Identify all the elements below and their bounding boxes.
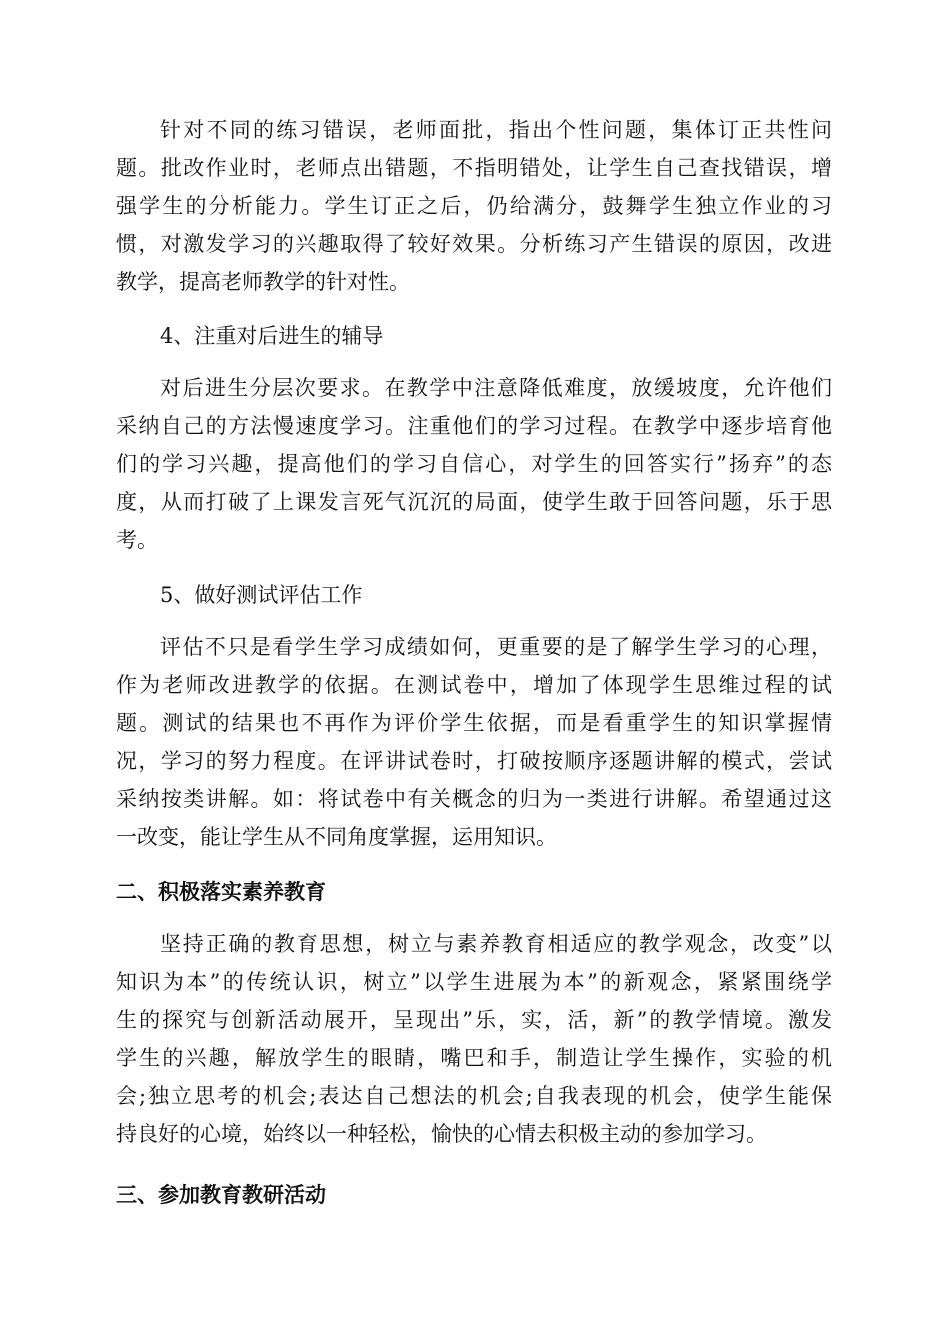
paragraph-line: 采纳自己的方法慢速度学习。注重他们的学习过程。在教学中逐步培育他 xyxy=(116,414,832,438)
subheading-4: 4、注重对后进生的辅导 xyxy=(160,324,384,348)
paragraph-line: 知识为本”的传统认识，树立”以学生进展为本”的新观念，紧紧围绕学 xyxy=(116,970,832,994)
paragraph-line: 惯，对激发学习的兴趣取得了较好效果。分析练习产生错误的原因，改进 xyxy=(116,232,832,256)
paragraph-line: 作为老师改进教学的依据。在测试卷中，增加了体现学生思维过程的试 xyxy=(116,673,832,697)
paragraph-line: 学生的兴趣，解放学生的眼睛，嘴巴和手，制造让学生操作，实验的机 xyxy=(116,1046,832,1070)
section-heading-3: 三、参加教育教研活动 xyxy=(116,1183,326,1207)
paragraph-line: 持良好的心境，始终以一种轻松，愉快的心情去积极主动的参加学习。 xyxy=(116,1122,767,1146)
paragraph-line: 会;独立思考的机会;表达自己想法的机会;自我表现的机会，使学生能保 xyxy=(116,1084,832,1108)
paragraph-line: 一改变，能让学生从不同角度掌握，运用知识。 xyxy=(116,825,557,849)
section-heading-2: 二、积极落实素养教育 xyxy=(116,880,326,904)
paragraph-line: 题。测试的结果也不再作为评价学生依据，而是看重学生的知识掌握情 xyxy=(116,711,832,735)
paragraph-line: 针对不同的练习错误，老师面批，指出个性问题，集体订正共性问 xyxy=(160,118,832,142)
paragraph-line: 强学生的分析能力。学生订正之后，仍给满分，鼓舞学生独立作业的习 xyxy=(116,194,832,218)
paragraph-line: 题。批改作业时，老师点出错题，不指明错处，让学生自己查找错误，增 xyxy=(116,156,832,180)
paragraph-line: 评估不只是看学生学习成绩如何，更重要的是了解学生学习的心理， xyxy=(160,635,832,659)
paragraph-line: 考。 xyxy=(116,528,158,552)
paragraph-line: 采纳按类讲解。如：将试卷中有关概念的归为一类进行讲解。希望通过这 xyxy=(116,787,832,811)
paragraph-line: 度，从而打破了上课发言死气沉沉的局面，使学生敢于回答问题，乐于思 xyxy=(116,490,832,514)
paragraph-line: 对后进生分层次要求。在教学中注意降低难度，放缓坡度，允许他们 xyxy=(160,376,832,400)
paragraph-line: 们的学习兴趣，提高他们的学习自信心，对学生的回答实行”扬弃”的态 xyxy=(116,452,832,476)
paragraph-line: 坚持正确的教育思想，树立与素养教育相适应的教学观念，改变”以 xyxy=(160,932,832,956)
paragraph-line: 生的探究与创新活动展开，呈现出”乐，实，活，新”的教学情境。激发 xyxy=(116,1008,832,1032)
subheading-5: 5、做好测试评估工作 xyxy=(160,583,363,607)
paragraph-line: 教学，提高老师教学的针对性。 xyxy=(116,270,410,294)
paragraph-line: 况，学习的努力程度。在评讲试卷时，打破按顺序逐题讲解的模式，尝试 xyxy=(116,749,832,773)
